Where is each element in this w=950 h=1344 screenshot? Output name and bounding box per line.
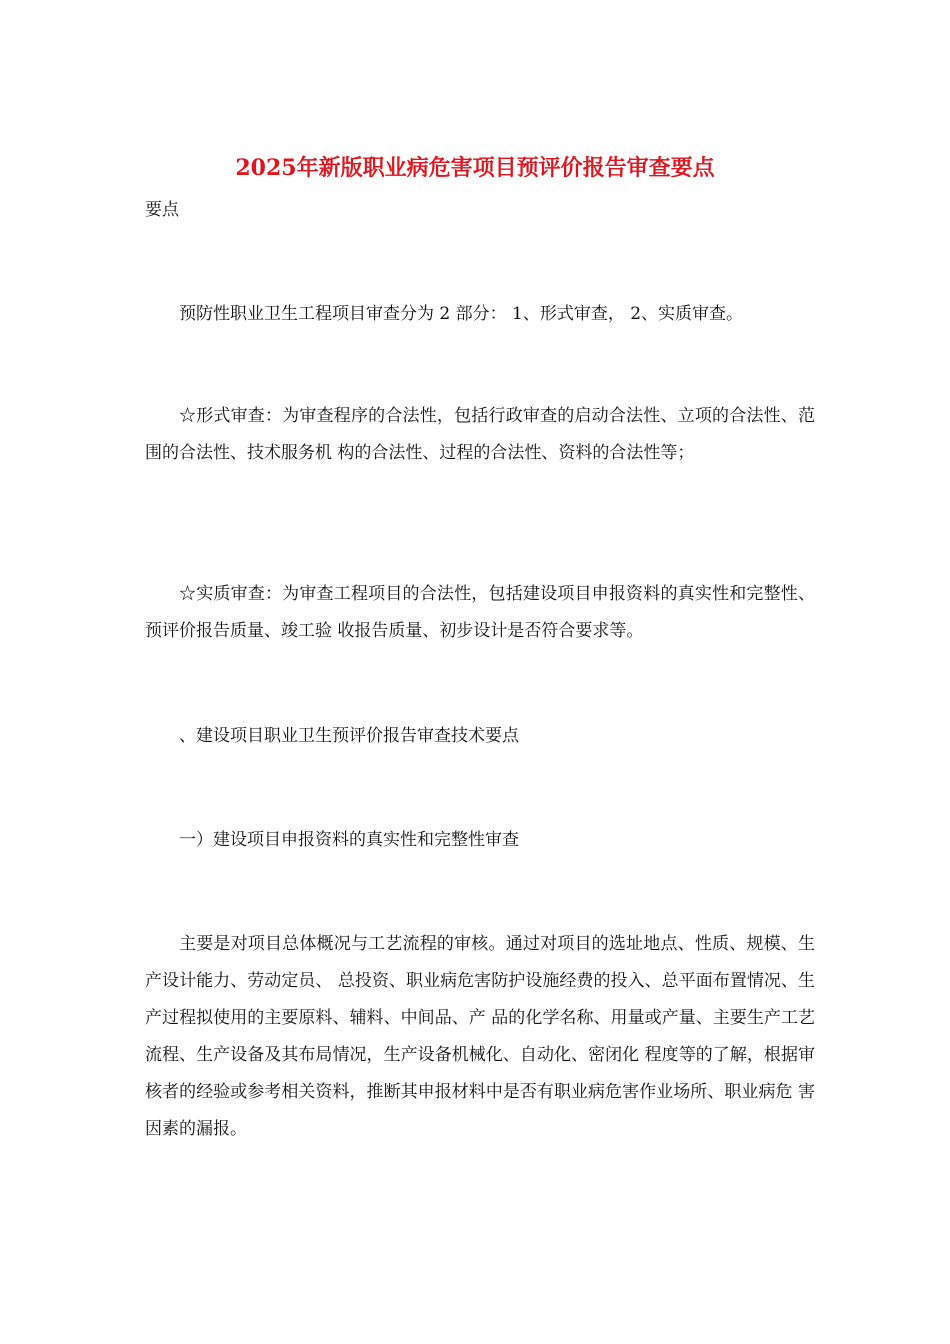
subsection-heading-authenticity-review: 一）建设项目申报资料的真实性和完整性审查	[179, 830, 519, 850]
document-subtitle: 要点	[145, 200, 179, 220]
document-title: 2025年新版职业病危害项目预评价报告审查要点	[235, 155, 715, 181]
paragraph-project-overview-review: 主要是对项目总体概况与工艺流程的审核。通过对项目的选址地点、性质、规模、生产设计能力、劳动定员、 总投资、职业病危害防护设施经费的投入、总平面布置情况、生产过程拟使用的主要原料、辅料、中间品、产 品的化学名称、用量或产量、主要生产工艺流程、生产设备及其布局情况，生产设备机械化、自动化、密闭化 程度等的了解，根据审核者的经验或参考相关资料，推断其申报材料中是否有职业病危害作业场所、职业病危 害因素的漏报。	[145, 934, 815, 1139]
paragraph-formal-review: ☆形式审查：为审查程序的合法性，包括行政审查的启动合法性、立项的合法性、范围的合法性、技术服务机 构的合法性、过程的合法性、资料的合法性等；	[145, 406, 815, 463]
section-heading-technical-points: 、建设项目职业卫生预评价报告审查技术要点	[179, 726, 519, 746]
paragraph-substantive-review: ☆实质审查：为审查工程项目的合法性，包括建设项目申报资料的真实性和完整性、预评价报告质量、竣工验 收报告质量、初步设计是否符合要求等。	[145, 584, 815, 641]
paragraph-review-parts: 预防性职业卫生工程项目审查分为 2 部分： 1、形式审查， 2、实质审查。	[179, 304, 744, 324]
